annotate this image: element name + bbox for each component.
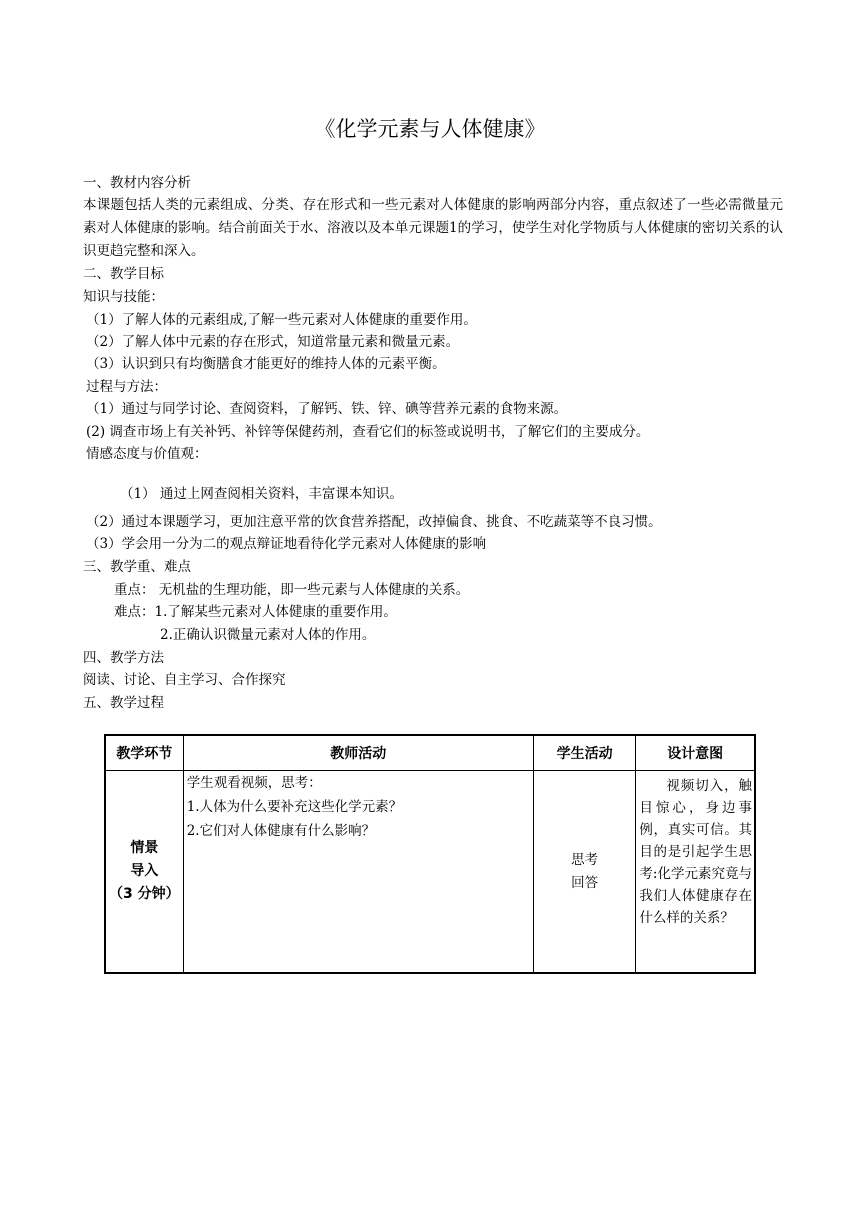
emotion-heading: 情感态度与价值观：: [86, 446, 208, 462]
process-item-2: (2) 调查市场上有关补钙、补锌等保健药剂，查看它们的标签或说明书，了解它们的主要成分。: [86, 424, 650, 440]
knowledge-item-3: （3）认识到只有均衡膳食才能更好的维持人体的元素平衡。: [86, 356, 446, 372]
header-design-intent: 设计意图: [636, 735, 755, 771]
phase-cell: [105, 771, 183, 974]
section-heading-key-points: 三、教学重、难点: [83, 559, 191, 575]
knowledge-item-1: （1）了解人体的元素组成,了解一些元素对人体健康的重要作用。: [86, 312, 477, 328]
teacher-activity-line: 2.它们对人体健康有什么影响？: [186, 823, 376, 839]
header-phase: 教学环节: [105, 735, 183, 771]
process-heading: 过程与方法：: [86, 379, 167, 395]
emotion-item-3: （3）学会用一分为二的观点辩证地看待化学元素对人体健康的影响: [86, 536, 487, 552]
document-title: 《化学元素与人体健康》: [314, 117, 546, 141]
phase-line: 导入: [130, 863, 159, 879]
difficulty-1: 难点：1.了解某些元素对人体健康的重要作用。: [114, 604, 397, 620]
key-point: 重点： 无机盐的生理功能，即一些元素与人体健康的关系。: [114, 582, 470, 598]
process-item-1: （1）通过与同学讨论、查阅资料，了解钙、铁、锌、碘等营养元素的食物来源。: [86, 401, 568, 417]
section-heading-analysis: 一、教材内容分析: [83, 175, 191, 191]
student-activity-line: 思考: [571, 851, 599, 868]
student-activity-cell: [533, 771, 636, 974]
header-teacher-activity: 教师活动: [183, 735, 533, 771]
phase-line: （3 分钟）: [109, 886, 180, 902]
table-header-row: [105, 735, 755, 771]
emotion-item-2: （2）通过本课题学习，更加注意平常的饮食营养搭配，改掉偏食、挑食、不吃蔬菜等不良习惯。: [86, 514, 662, 530]
teacher-activity-cell: [183, 771, 533, 974]
analysis-paragraph: 本课题包括人类的元素组成、分类、存在形式和一些元素对人体健康的影响两部分内容，重点叙述了一些必需微量元素对人体健康的影响。结合前面关于水、溶液以及本单元课题1的学习，使学生对化学物质与人体健康的密切关系的认识更趋完整和深入。: [83, 197, 783, 259]
methods-text: 阅读、讨论、自主学习、合作探究: [83, 672, 286, 688]
difficulty-2: 2.正确认识微量元素对人体的作用。: [160, 627, 376, 643]
teacher-activity-line: 学生观看视频，思考：: [186, 775, 322, 791]
section-heading-goals: 二、教学目标: [83, 266, 164, 282]
table-row: [105, 771, 755, 974]
phase-line: 情景: [130, 840, 159, 856]
teacher-activity-line: 1.人体为什么要补充这些化学元素？: [186, 799, 403, 815]
section-heading-methods: 四、教学方法: [83, 650, 164, 666]
knowledge-item-2: （2）了解人体中元素的存在形式，知道常量元素和微量元素。: [86, 334, 460, 350]
student-activity-line: 回答: [571, 874, 599, 891]
knowledge-heading: 知识与技能：: [83, 289, 164, 305]
section-heading-process: 五、教学过程: [83, 695, 164, 711]
design-intent-cell: 视频切入，触目惊心，身边事例，真实可信。其目的是引起学生思考:化学元素究竟与我们人体健康存在什么样的关系？: [636, 771, 755, 974]
header-student-activity: 学生活动: [533, 735, 636, 771]
teaching-process-table: [104, 734, 756, 974]
emotion-item-1: （1） 通过上网查阅相关资料，丰富课本知识。: [120, 486, 403, 502]
